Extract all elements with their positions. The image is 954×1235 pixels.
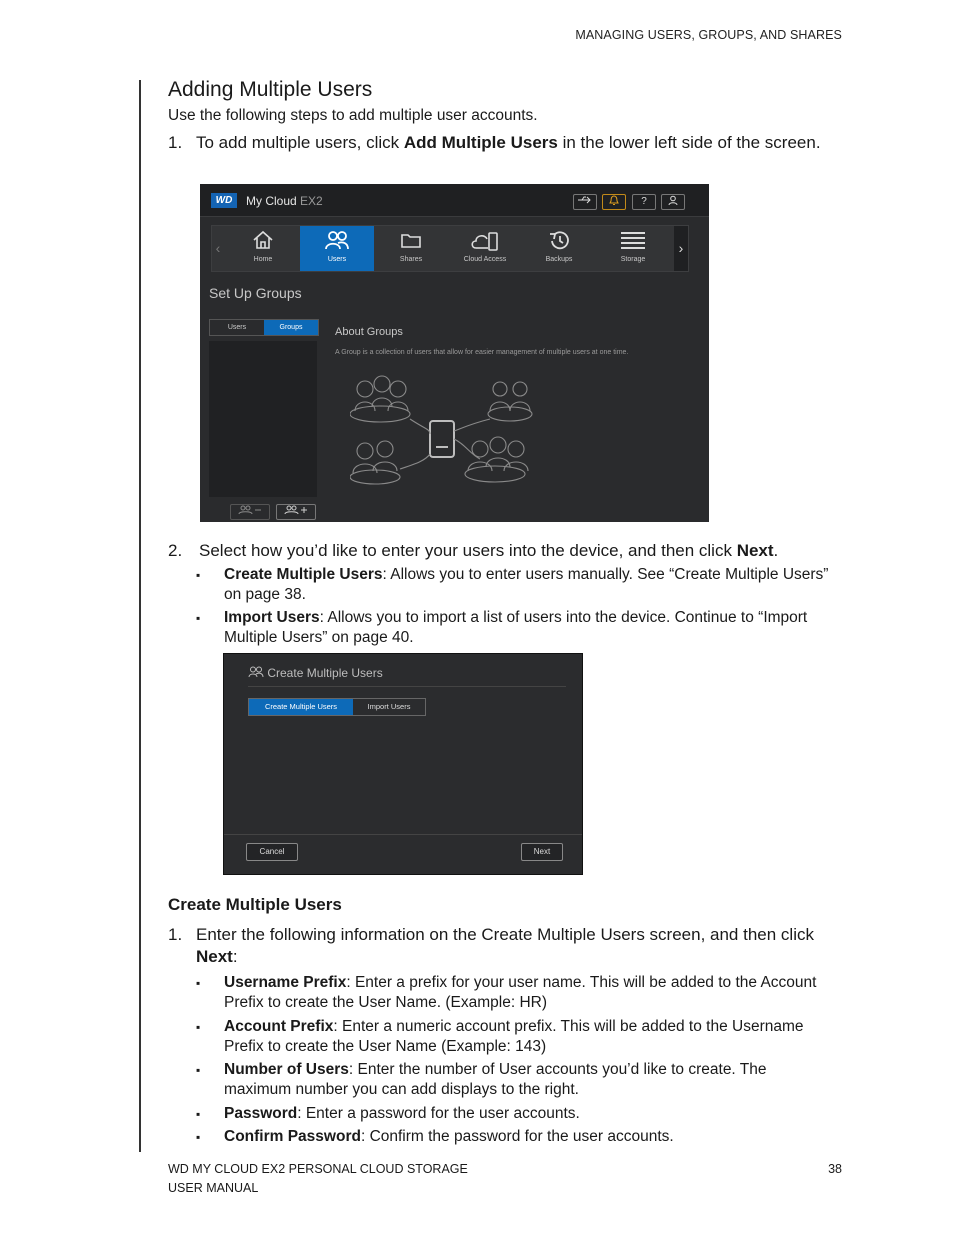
groups-illustration — [350, 369, 550, 489]
nav-right-arrow[interactable]: › — [674, 226, 688, 271]
nav-home[interactable]: Home — [226, 226, 300, 271]
storage-icon — [596, 230, 670, 256]
tab-groups[interactable]: Groups — [264, 320, 318, 335]
footer-product: WD MY CLOUD EX2 PERSONAL CLOUD STORAGE — [168, 1162, 468, 1176]
bullet-marker: ▪ — [196, 1063, 201, 1077]
users-groups-tabs — [209, 319, 319, 336]
intro-text: Use the following steps to add multiple user accounts. — [168, 107, 538, 124]
alert-icon[interactable] — [602, 194, 626, 210]
wd-logo: WD — [211, 193, 237, 208]
title-separator — [248, 686, 566, 687]
step-text: To add multiple users, click Add Multiple Users in the lower left side of the screen. — [196, 133, 821, 152]
screenshot-create-multiple-users — [223, 653, 583, 875]
set-up-groups-title: Set Up Groups — [209, 285, 302, 301]
step-number: 1. — [168, 133, 183, 152]
tab-import-users[interactable]: Import Users — [367, 702, 411, 711]
tab-users[interactable]: Users — [227, 324, 247, 331]
top-bar — [200, 184, 709, 217]
page-number: 38 — [828, 1162, 842, 1176]
footer-separator — [224, 834, 582, 835]
remove-users-button[interactable] — [230, 504, 270, 520]
bullet-marker: ▪ — [196, 611, 201, 625]
subsection-title: Create Multiple Users — [168, 895, 342, 914]
add-multiple-users-ref: Add Multiple Users — [403, 133, 558, 152]
bullet-account-prefix: ▪ Account Prefix: Enter a numeric account prefix. This will be added to the Username Prefix to create the User Name (Example: 143) — [196, 1018, 804, 1055]
brand-name: My Cloud EX2 — [246, 194, 323, 208]
next-button[interactable]: Next — [521, 843, 563, 861]
next-ref: Next — [196, 947, 233, 966]
bullet-marker: ▪ — [196, 976, 201, 990]
user-icon[interactable] — [661, 194, 685, 210]
nav-storage[interactable]: Storage — [596, 226, 670, 271]
nav-backups[interactable]: Backups — [522, 226, 596, 271]
nav-users[interactable]: Users — [300, 226, 374, 271]
main-nav — [211, 225, 689, 272]
bullet-marker: ▪ — [196, 1107, 201, 1121]
section-title: Adding Multiple Users — [168, 78, 373, 101]
bullet-confirm-password: ▪ Confirm Password: Confirm the password for the user accounts. — [196, 1128, 674, 1145]
step-2 — [168, 540, 848, 562]
tab-create-multiple-users[interactable]: Create Multiple Users — [249, 699, 353, 715]
users-icon — [248, 666, 264, 678]
bullet-import-users: ▪ Import Users: Allows you to import a list of users into the device. Continue to “Import Multiple Users” on page 40. — [196, 609, 808, 646]
about-groups-description: A Group is a collection of users that allow for easier management of multiple users at one time. — [335, 349, 629, 356]
nav-shares[interactable]: Shares — [374, 226, 448, 271]
screenshot-set-up-groups — [200, 184, 709, 522]
step-text: Select how you’d like to enter your users into the device, and then click Next. — [199, 541, 779, 560]
usb-icon[interactable] — [573, 194, 597, 210]
step-number: 2. — [168, 541, 183, 560]
footer — [168, 1160, 468, 1198]
add-multiple-users-button[interactable] — [276, 504, 316, 520]
step-3 — [168, 924, 828, 968]
nav-left-arrow[interactable]: ‹ — [215, 240, 221, 256]
bullet-create-multiple-users: ▪ Create Multiple Users: Allows you to enter users manually. See “Create Multiple Users” on page 38. — [196, 566, 829, 603]
change-bar — [139, 80, 141, 1152]
bullet-username-prefix: ▪ Username Prefix: Enter a prefix for your user name. This will be added to the Account Prefix to create the User Name. (Example: HR) — [196, 974, 817, 1011]
cloud-device-icon — [448, 230, 522, 256]
bullet-marker: ▪ — [196, 1130, 201, 1144]
nav-cloud-access[interactable]: Cloud Access — [448, 226, 522, 271]
about-groups-title: About Groups — [335, 326, 403, 338]
group-list-panel — [209, 341, 317, 497]
bullet-password: ▪ Password: Enter a password for the user accounts. — [196, 1105, 580, 1122]
step-number: 1. — [168, 925, 183, 944]
home-icon — [226, 230, 300, 256]
next-ref: Next — [736, 541, 774, 560]
help-icon[interactable]: ? — [632, 194, 656, 210]
backup-clock-icon — [522, 230, 596, 256]
bullet-marker: ▪ — [196, 1020, 201, 1034]
footer-manual: USER MANUAL — [168, 1181, 259, 1195]
bullet-marker: ▪ — [196, 568, 201, 582]
cancel-button[interactable]: Cancel — [246, 843, 298, 861]
dialog-title: Create Multiple Users — [248, 666, 383, 680]
running-header: MANAGING USERS, GROUPS, AND SHARES — [575, 28, 842, 42]
folder-icon — [374, 230, 448, 256]
step-1 — [168, 132, 828, 154]
bullet-number-of-users: ▪ Number of Users: Enter the number of User accounts you’d like to create. The maximum number you can add displays to the right. — [196, 1061, 767, 1098]
entry-method-tabs — [248, 698, 426, 716]
users-icon — [300, 230, 374, 256]
step-text: Enter the following information on the Create Multiple Users screen, and then click Next: — [196, 925, 814, 966]
